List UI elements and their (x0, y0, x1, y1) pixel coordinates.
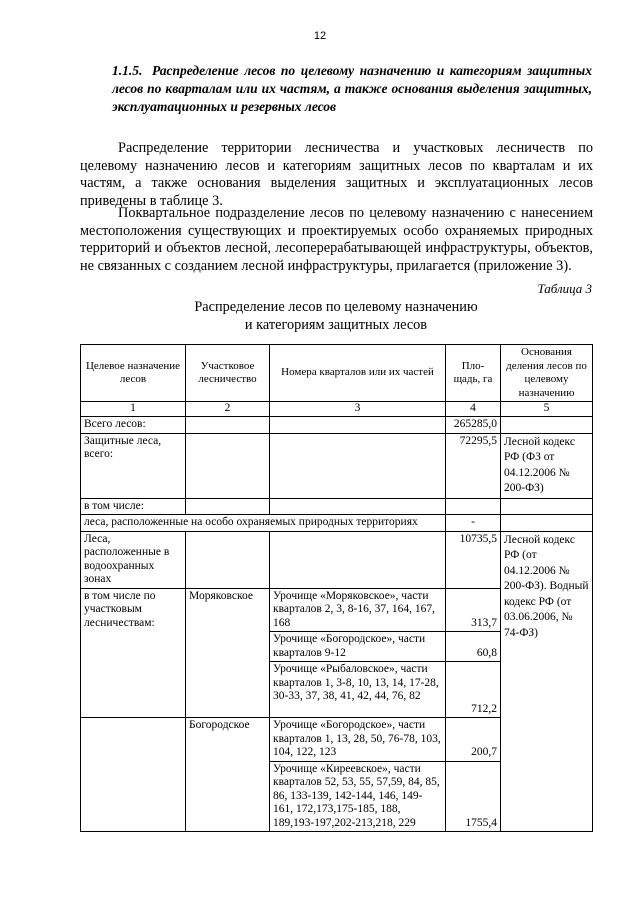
col-index: 1 (81, 402, 186, 417)
section-heading (112, 62, 592, 116)
col-index: 3 (270, 402, 446, 417)
section-number: 1.1.5. (112, 63, 143, 78)
col-index: 4 (446, 402, 501, 417)
table-label: Таблица 3 (537, 281, 592, 296)
header-quarters: Номера кварталов или их частей (270, 345, 446, 402)
cell-area: 1755,4 (446, 761, 501, 832)
paragraph-2-text: Поквартальное подразделение лесов по целевому назначению с нанесением местоположения существующих и проектируемых особо охраняемых природных территорий и объектов лесной, лесоперерабатывающей инфраструктуры, объектов, не связанных с созданием лесной инфраструктуры, прилагается (приложение 3). (80, 205, 593, 274)
cell-district-moryakovskoe: Моряковское (186, 588, 270, 718)
table-row-including (81, 498, 593, 515)
cell-quarters: Урочище «Богородское», части кварталов 1, 13, 28, 50, 76-78, 103, 104, 122, 123 (270, 718, 446, 762)
table-caption (80, 298, 592, 334)
header-purpose: Целевое назначение лесов (81, 345, 186, 402)
paragraph-1 (80, 140, 593, 210)
cell-area: 60,8 (446, 632, 501, 662)
cell-district-bogorodskoe: Богородское (186, 718, 270, 832)
table-caption-line-2: и категориям защитных лесов (244, 317, 428, 333)
page-number: 12 (313, 30, 327, 42)
cell-area: 712,2 (446, 662, 501, 718)
cell-oopt-area: - (446, 515, 501, 532)
header-area: Пло-щадь, га (446, 345, 501, 402)
table-row-total (81, 417, 593, 434)
cell-protective-basis: Лесной кодекс РФ (ФЗ от 04.12.2006 № 200-ФЗ) (501, 433, 593, 498)
cell-including-label: в том числе: (81, 498, 186, 515)
cell-water-label: Леса, расположенные в водоохранных зонах (81, 531, 186, 588)
cell-quarters: Урочище «Рыбаловское», части кварталов 1, 3-8, 10, 13, 14, 17-28, 30-33, 37, 38, 41, 42, 44, 76, 82 (270, 662, 446, 718)
col-index: 5 (501, 402, 593, 417)
header-basis: Основания деления лесов по целевому назначению (501, 345, 593, 402)
cell-area: 200,7 (446, 718, 501, 762)
section-title: Распределение лесов по целевому назначению и категориям защитных лесов по кварталам или их частям, а также основания выделения защитных, эксплуатационных и резервных лесов (112, 63, 592, 114)
header-district: Участковое лесничество (186, 345, 270, 402)
cell-protective-area: 72295,5 (446, 433, 501, 498)
paragraph-1-text: Распределение территории лесничества и участковых лесничеств по целевому назначению лесов и категориям защитных лесов по кварталам и их частям, а также основания выделения защитных и эксплуатационных лесов приведены в таблице 3. (80, 140, 593, 209)
cell-water-area: 10735,5 (446, 531, 501, 588)
cell-by-district-label: в том числе по участковым лесничествам: (81, 588, 186, 718)
paragraph-2 (80, 205, 593, 275)
cell-quarters: Урочище «Киреевское», части кварталов 52, 53, 55, 57,59, 84, 85, 86, 133-139, 142-144, 146, 149-161, 172,173,175-185, 188, 189,193-197,202-213,218, 229 (270, 761, 446, 832)
cell-area: 313,7 (446, 588, 501, 632)
forest-distribution-table (80, 344, 593, 832)
table-header-row (81, 345, 593, 402)
table-row-water (81, 531, 593, 588)
cell-oopt-label: леса, расположенные на особо охраняемых природных территориях (81, 515, 446, 532)
cell-total-area: 265285,0 (446, 417, 501, 434)
cell-protective-label: Защитные леса, всего: (81, 433, 186, 498)
cell-water-basis: Лесной кодекс РФ (от 04.12.2006 № 200-ФЗ). Водный кодекс РФ (от 03.06.2006, № 74-ФЗ) (501, 531, 593, 832)
cell-quarters: Урочище «Моряковское», части кварталов 2, 3, 8-16, 37, 164, 167, 168 (270, 588, 446, 632)
cell-quarters: Урочище «Богородское», части кварталов 9-12 (270, 632, 446, 662)
col-index: 2 (186, 402, 270, 417)
table-row-protective (81, 433, 593, 498)
table-caption-line-1: Распределение лесов по целевому назначению (194, 299, 478, 315)
column-index-row (81, 402, 593, 417)
cell-total-label: Всего лесов: (81, 417, 186, 434)
table-row-oopt (81, 515, 593, 532)
